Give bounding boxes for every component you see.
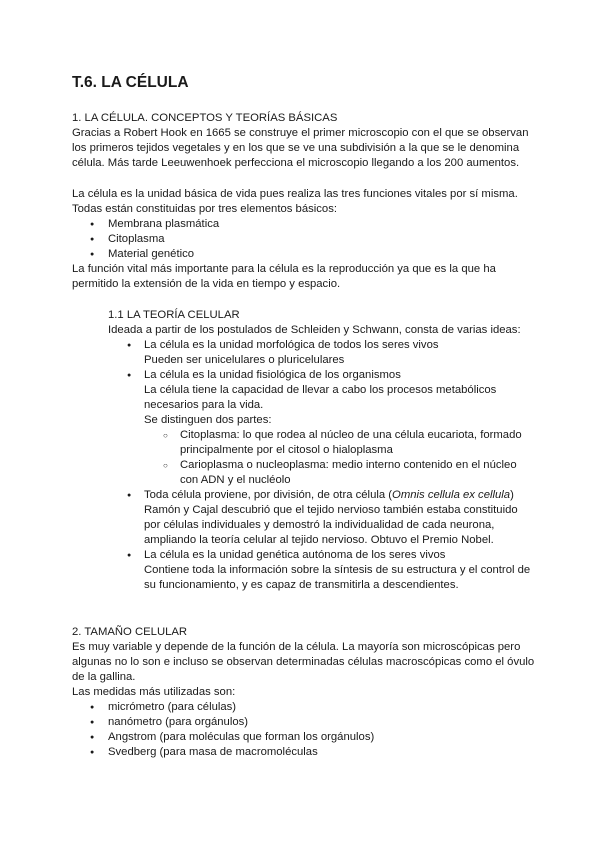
section-2-intro-line: de la gallina. bbox=[72, 671, 136, 683]
list-item: ● Angstrom (para moléculas que forman los orgánulos) bbox=[72, 730, 534, 745]
item-title: ● La célula es la unidad morfológica de todos los seres vivos bbox=[144, 339, 439, 351]
item-text: Pueden ser unicelulares o pluricelulares bbox=[144, 354, 345, 366]
list-item: ● nanómetro (para orgánulos) bbox=[72, 715, 534, 730]
section-1-heading: 1. LA CÉLULA. CONCEPTOS Y TEORÍAS BÁSICAS bbox=[72, 112, 338, 124]
sub-item-line: principalmente por el citosol o hialoplasma bbox=[180, 444, 393, 456]
measures-list bbox=[72, 700, 534, 760]
elements-list bbox=[72, 217, 518, 262]
list-item: ● Membrana plasmática bbox=[72, 217, 518, 232]
item-text: necesarios para la vida. bbox=[144, 399, 264, 411]
item-text: Ramón y Cajal descubrió que el tejido nervioso también estaba constituido bbox=[144, 504, 518, 516]
item-title bbox=[144, 488, 530, 503]
item-text: Se distinguen dos partes: bbox=[144, 414, 272, 426]
section-2-heading: 2. TAMAÑO CELULAR bbox=[72, 626, 188, 638]
sub-list bbox=[144, 428, 530, 488]
section-2-intro-line: Es muy variable y depende de la función de la célula. La mayoría son microscópicas pero bbox=[72, 641, 521, 653]
section-2 bbox=[72, 625, 534, 760]
sub-list-item bbox=[144, 458, 530, 488]
measures-intro: Las medidas más utilizadas son: bbox=[72, 686, 236, 698]
item-text: ampliando la teoría celular al tejido nervioso. Obtuvo el Premio Nobel. bbox=[144, 534, 494, 546]
item-text: Contiene toda la información sobre la síntesis de su estructura y el control de bbox=[144, 564, 531, 576]
section-1-1-heading: 1.1 LA TEORÍA CELULAR bbox=[108, 309, 240, 321]
section-1-1 bbox=[108, 308, 530, 593]
list-item bbox=[108, 368, 530, 488]
section-1 bbox=[72, 111, 529, 171]
section-1-intro-line: célula. Más tarde Leeuwenhoek perfecciona el microscopio llegando a los 200 aumentos. bbox=[72, 157, 520, 169]
item-text: La célula tiene la capacidad de llevar a cabo los procesos metabólicos bbox=[144, 384, 497, 396]
item-text: su funcionamiento, y es capaz de transmitirla a descendientes. bbox=[144, 579, 459, 591]
paragraph-line: La célula es la unidad básica de vida pues realiza las tres funciones vitales por sí misma. bbox=[72, 188, 518, 200]
item-title: ● La célula es la unidad fisiológica de los organismos bbox=[144, 369, 401, 381]
cell-theory-list bbox=[108, 338, 530, 593]
paragraph-line: La función vital más importante para la célula es la reproducción ya que es la que ha bbox=[72, 263, 496, 275]
section-1-intro-line: Gracias a Robert Hook en 1665 se construye el primer microscopio con el que se observan bbox=[72, 127, 529, 139]
item-title: ● La célula es la unidad genética autónoma de los seres vivos bbox=[144, 549, 446, 561]
list-item: ● Svedberg (para masa de macromoléculas bbox=[72, 745, 534, 760]
sub-item-line: con ADN y el nucléolo bbox=[180, 474, 291, 486]
list-item bbox=[108, 548, 530, 593]
list-item: ● Citoplasma bbox=[72, 232, 518, 247]
paragraph-line: Todas están constituidas por tres elementos básicos: bbox=[72, 203, 337, 215]
list-item bbox=[108, 338, 530, 368]
section-2-intro-line: algunas no lo son e incluso se observan determinadas células macroscópicas como el óvulo bbox=[72, 656, 535, 668]
page-title: T.6. LA CÉLULA bbox=[72, 74, 189, 91]
list-item bbox=[108, 488, 530, 548]
section-1-unit bbox=[72, 187, 518, 292]
paragraph-line: permitido la extensión de la vida en tiempo y espacio. bbox=[72, 278, 341, 290]
sub-list-item bbox=[144, 428, 530, 458]
item-text: por células individuales y demostró la individualidad de cada neurona, bbox=[144, 519, 495, 531]
list-item: ● micrómetro (para células) bbox=[72, 700, 534, 715]
sub-item-line: ○ Carioplasma o nucleoplasma: medio interno contenido en el núcleo bbox=[180, 459, 517, 471]
item-title-text: ) bbox=[510, 489, 514, 501]
section-1-1-intro: Ideada a partir de los postulados de Schleiden y Schwann, consta de varias ideas: bbox=[108, 324, 521, 336]
item-title-text: Toda célula proviene, por división, de otra célula ( bbox=[144, 489, 393, 501]
sub-item-line: ○ Citoplasma: lo que rodea al núcleo de una célula eucariota, formado bbox=[180, 429, 522, 441]
section-1-intro-line: los primeros tejidos vegetales y en los que se ve una subdivisión a la que se le denomina bbox=[72, 142, 520, 154]
list-item: ● Material genético bbox=[72, 247, 518, 262]
latin-phrase: Omnis cellula ex cellula bbox=[392, 489, 511, 501]
